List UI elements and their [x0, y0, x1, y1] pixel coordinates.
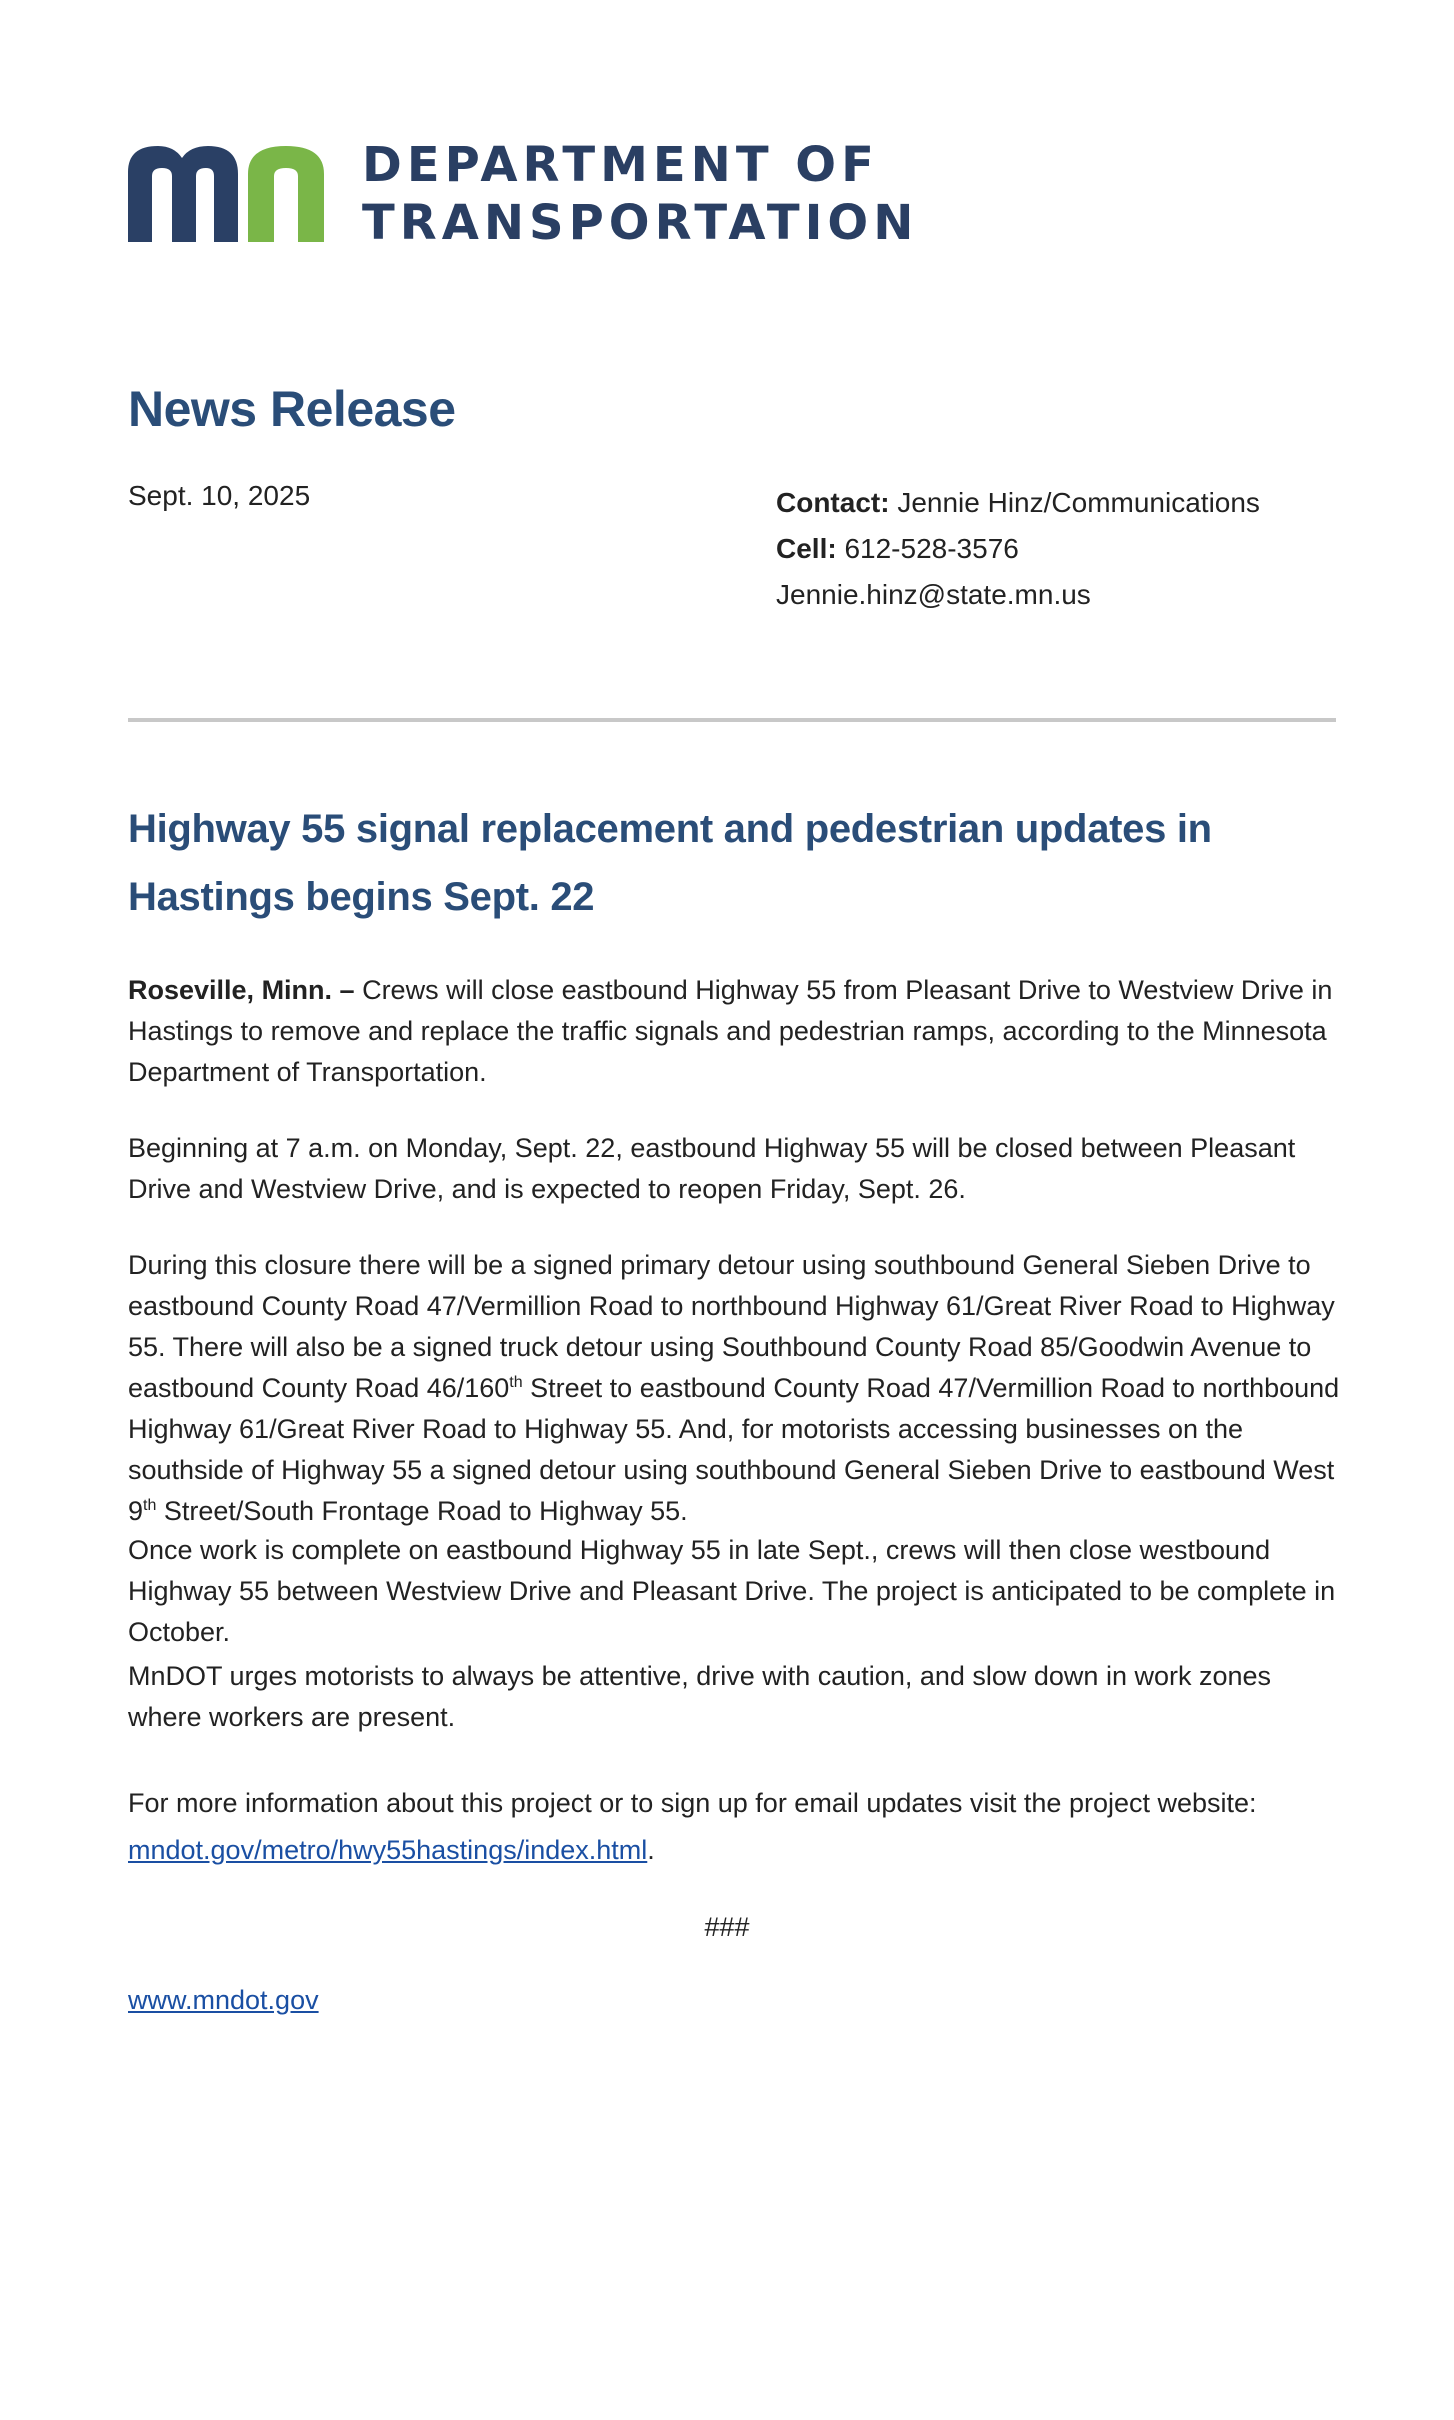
paragraph-3-text-b: Street to eastbound County Road 47/Vermillion Road to northbound Highway 61/Great River Road to Highway 55. And, for motorists accessing businesses on the southside of Highway 55 a signed detour using southbound General Sieben Drive to eastbound West 9 [128, 1373, 1340, 1526]
paragraph-3-text-a: During this closure there will be a signed primary detour using southbound General Sieben Drive to eastbound County Road 47/Vermillion Road to northbound Highway 61/Great River Road to Highway 55. There will also be a signed truck detour using Southbound County Road 85/Goodwin Avenue to eastbound County Road 46/160 [128, 1250, 1335, 1403]
cell-label: Cell: [776, 533, 837, 564]
contact-value: Jennie Hinz/Communications [897, 487, 1260, 518]
paragraph-3-text-c: Street/South Frontage Road to Highway 55. [156, 1496, 688, 1526]
dateline: Roseville, Minn. – [128, 975, 355, 1005]
logo-line-2: TRANSPORTATION [362, 195, 919, 251]
headline: Highway 55 signal replacement and pedestrian updates in Hastings begins Sept. 22 [128, 807, 1212, 919]
paragraph-6 [128, 1780, 1340, 1874]
contact-label: Contact: [776, 487, 890, 518]
paragraph-1-text: Crews will close eastbound Highway 55 from Pleasant Drive to Westview Drive in Hastings to remove and replace the traffic signals and pedestrian ramps, according to the Minnesota Department of Transportation. [128, 975, 1333, 1087]
footer [128, 1985, 319, 2016]
paragraph-4-text: Once work is complete on eastbound Highway 55 in late Sept., crews will then close westbound Highway 55 between Westview Drive and Pleasant Drive. The project is anticipated to be complete in October. [128, 1535, 1336, 1647]
logo-wordmark [362, 136, 918, 252]
logo-line-1: DEPARTMENT OF [362, 137, 879, 193]
mndot-website-link[interactable]: www.mndot.gov [128, 1985, 319, 2015]
divider [128, 718, 1336, 722]
superscript-th-2: th [143, 1497, 157, 1514]
paragraph-2-text: Beginning at 7 a.m. on Monday, Sept. 22, eastbound Highway 55 will be closed between Pleasant Drive and Westview Drive, and is expected to reopen Friday, Sept. 26. [128, 1133, 1296, 1204]
mndot-logo [128, 136, 918, 252]
paragraph-1 [128, 970, 1340, 1093]
cell-value: 612-528-3576 [844, 533, 1019, 564]
project-website-link[interactable]: mndot.gov/metro/hwy55hastings/index.html [128, 1835, 648, 1865]
mn-logo-mark-icon [128, 142, 340, 246]
paragraph-4 [128, 1530, 1340, 1653]
contact-email: Jennie.hinz@state.mn.us [776, 579, 1091, 610]
paragraph-6-text: For more information about this project or to sign up for email updates visit the project website: [128, 1788, 1257, 1818]
paragraph-5-text: MnDOT urges motorists to always be attentive, drive with caution, and slow down in work zones where workers are present. [128, 1661, 1272, 1732]
release-title: News Release [128, 381, 456, 437]
paragraph-3 [128, 1245, 1340, 1532]
paragraph-2 [128, 1128, 1340, 1210]
superscript-th-1: th [509, 1374, 523, 1391]
cell-line [776, 526, 1260, 572]
paragraph-6-end: . [647, 1835, 655, 1865]
paragraph-5 [128, 1656, 1340, 1738]
contact-line [776, 480, 1260, 526]
contact-block [776, 480, 1260, 618]
end-mark: ### [704, 1912, 750, 1942]
release-date: Sept. 10, 2025 [128, 480, 311, 511]
